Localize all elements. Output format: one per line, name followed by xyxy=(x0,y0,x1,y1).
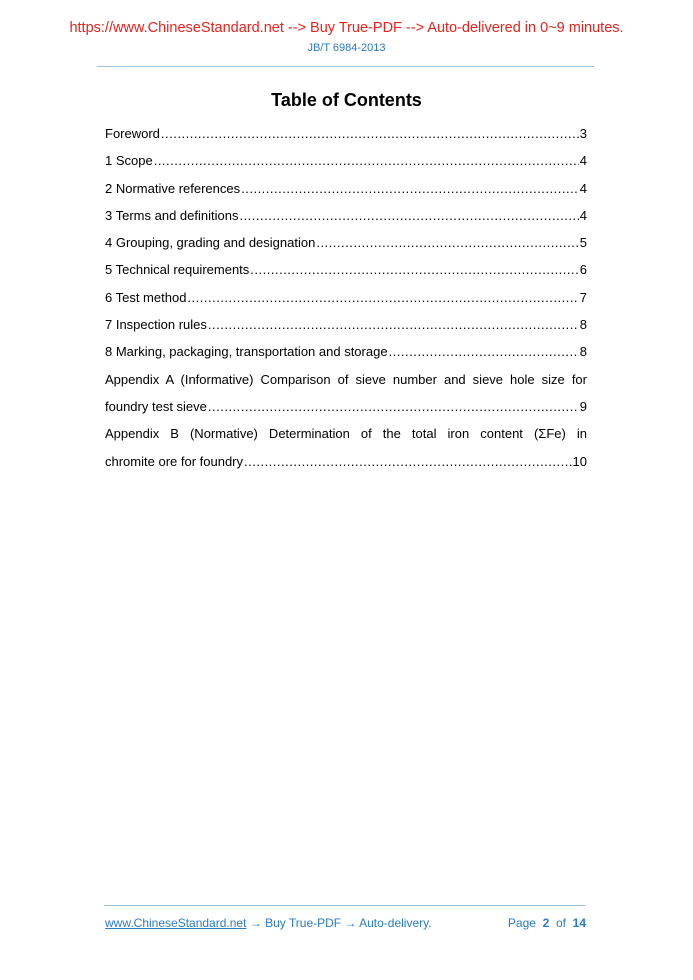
toc-entry-page: 4 xyxy=(579,153,587,169)
toc-entry-page: 3 xyxy=(579,126,587,141)
toc-entry-appendix-a[interactable] xyxy=(105,366,587,421)
dot-leader xyxy=(239,202,578,229)
dot-leader xyxy=(187,284,578,311)
toc-entry-label: Foreword xyxy=(105,126,160,141)
toc-entry-label: 7 Inspection rules xyxy=(105,317,207,333)
toc-entry-label-line: Appendix B (Normative) Determination of the total iron content (ΣFe) in xyxy=(105,426,587,442)
page-label: Page xyxy=(507,916,536,930)
dot-leader xyxy=(241,175,579,202)
toc-entry-marking[interactable] xyxy=(105,338,587,365)
toc-entry-test-method[interactable] xyxy=(105,284,587,311)
footer-promo xyxy=(105,916,432,930)
toc-entry-page: 4 xyxy=(579,207,587,223)
toc-entry-label: 4 Grouping, grading and designation xyxy=(105,235,316,251)
toc-entry-page: 10 xyxy=(572,453,587,469)
promo-banner[interactable]: https://www.ChineseStandard.net --> Buy True-PDF --> Auto-delivered in 0~9 minutes. xyxy=(69,20,624,36)
dot-leader xyxy=(316,229,578,256)
table-of-contents xyxy=(105,120,587,475)
toc-entry-terms-definitions[interactable] xyxy=(105,202,587,229)
toc-entry-inspection-rules[interactable] xyxy=(105,311,587,338)
page-of-label: of xyxy=(555,916,566,930)
toc-entry-page: 6 xyxy=(579,262,587,278)
total-pages: 14 xyxy=(572,916,586,930)
toc-entry-label-line: Appendix A (Informative) Comparison of sieve number and sieve hole size for xyxy=(105,371,587,387)
dot-leader xyxy=(161,120,579,147)
toc-entry-page: 8 xyxy=(579,344,587,360)
toc-entry-appendix-b[interactable] xyxy=(105,420,587,475)
standard-number: JB/T 6984-2013 xyxy=(307,42,386,54)
page-indicator xyxy=(508,916,586,930)
toc-entry-page: 4 xyxy=(579,180,587,196)
toc-entry-label: 8 Marking, packaging, transportation and storage xyxy=(105,344,388,360)
dot-leader xyxy=(208,393,579,420)
dot-leader xyxy=(389,338,579,365)
dot-leader xyxy=(250,256,578,283)
toc-entry-label: chromite ore for foundry xyxy=(105,453,244,469)
toc-entry-label: foundry test sieve xyxy=(105,398,207,414)
dot-leader xyxy=(208,311,579,338)
toc-entry-page: 7 xyxy=(579,289,587,305)
toc-entry-label: 5 Technical requirements xyxy=(105,262,250,278)
toc-entry-label: 6 Test method xyxy=(105,289,187,305)
current-page: 2 xyxy=(542,916,550,930)
toc-entry-page: 9 xyxy=(579,398,587,414)
toc-entry-label: 2 Normative references xyxy=(105,180,241,196)
header-divider xyxy=(97,66,594,67)
footer-site-link[interactable]: www.ChineseStandard.net xyxy=(105,916,247,930)
footer-divider xyxy=(104,905,586,906)
toc-entry-grouping[interactable] xyxy=(105,229,587,256)
toc-entry-normative-references[interactable] xyxy=(105,175,587,202)
toc-entry-label: 1 Scope xyxy=(105,153,153,169)
page-footer xyxy=(105,916,586,930)
toc-entry-foreword[interactable] xyxy=(105,120,587,147)
toc-entry-page: 5 xyxy=(579,235,587,251)
page-title: Table of Contents xyxy=(271,90,422,110)
toc-entry-technical-requirements[interactable] xyxy=(105,256,587,283)
toc-entry-page: 8 xyxy=(579,317,587,333)
footer-promo-text: → Buy True-PDF → Auto-delivery. xyxy=(246,916,432,930)
toc-entry-label: 3 Terms and definitions xyxy=(105,207,239,223)
toc-entry-scope[interactable] xyxy=(105,147,587,174)
dot-leader xyxy=(154,147,579,174)
dot-leader xyxy=(244,448,572,475)
